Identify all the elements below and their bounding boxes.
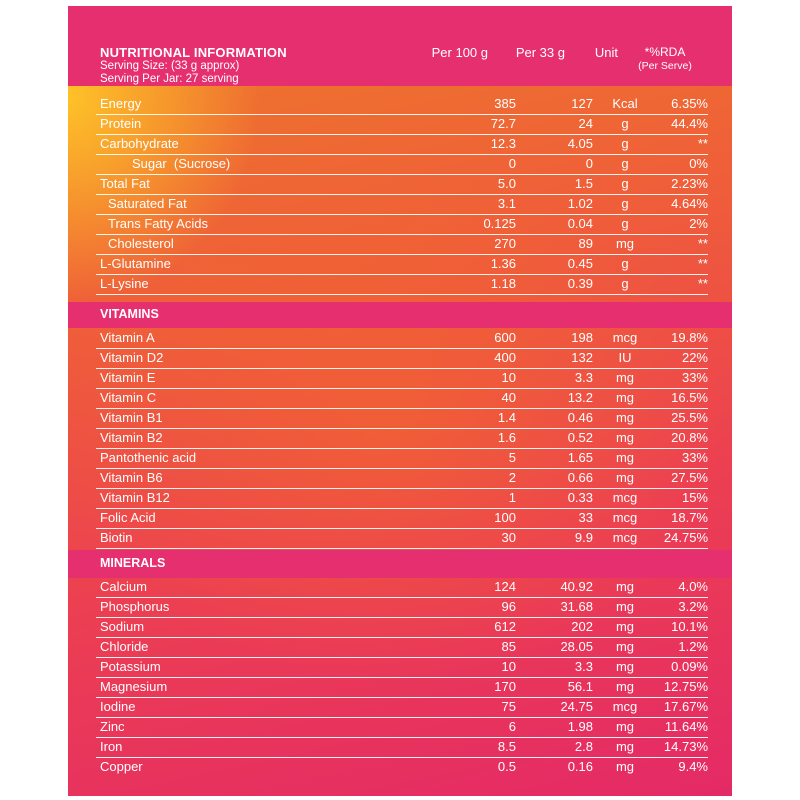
row-unit: g [621,136,629,151]
row-unit: g [621,116,629,131]
row-per100: 40 [501,390,516,405]
row-rda: ** [697,256,708,271]
row-rda: 11.64% [664,719,708,734]
row-rda: 3.2% [678,599,708,614]
row-per100: 75 [501,699,516,714]
table-row [96,468,708,489]
row-per100: 72.7 [490,116,516,131]
row-per33: 24.75 [560,699,593,714]
table-row [96,428,708,449]
row-name: Vitamin D2 [100,350,164,365]
minerals-title: MINERALS [100,556,166,570]
row-rda: 0.09% [671,659,708,674]
row-per100: 170 [494,679,516,694]
row-per33: 0.66 [567,470,593,485]
row-name: Folic Acid [100,510,156,525]
row-unit: mg [615,390,635,405]
table-row [96,657,708,678]
row-rda: 17.67% [663,699,708,714]
table-row [96,234,708,255]
row-unit: g [621,256,629,271]
row-per33: 0.45 [567,256,593,271]
row-rda: ** [697,236,708,251]
row-per100: 10 [501,370,516,385]
row-name: Vitamin B2 [100,430,163,445]
row-per100: 0.5 [497,759,516,774]
serving-size: Serving Size: (33 g approx) [100,60,240,72]
table-row [96,254,708,275]
row-unit: mcg [612,530,638,545]
row-per33: 0.33 [567,490,593,505]
row-rda: 33% [681,370,708,385]
row-unit: IU [618,350,632,365]
row-unit: mg [615,759,635,774]
row-per100: 124 [494,579,516,594]
row-unit: mcg [612,330,638,345]
row-name: Protein [100,116,142,131]
row-unit: mg [615,679,635,694]
table-row [96,757,708,777]
row-per100: 0 [508,156,516,171]
row-per100: 30 [501,530,516,545]
row-rda: 27.5% [671,470,708,485]
row-per33: 33 [578,510,593,525]
row-per100: 270 [494,236,516,251]
row-rda: 18.7% [671,510,708,525]
row-unit: g [621,276,629,291]
row-unit: g [621,176,629,191]
row-unit: g [621,156,629,171]
vitamins-title: VITAMINS [100,307,159,321]
row-name: Sugar (Sucrose) [132,156,231,171]
row-name: Vitamin B1 [100,410,163,425]
table-row [96,677,708,698]
row-rda: 9.4% [678,759,708,774]
table-row [96,368,708,389]
row-name: Potassium [100,659,161,674]
row-per33: 132 [571,350,593,365]
row-name: Magnesium [100,679,168,694]
row-name: Sodium [100,619,145,634]
row-per100: 1.4 [497,410,516,425]
row-per33: 1.5 [574,176,593,191]
row-name: Biotin [100,530,133,545]
row-per33: 89 [578,236,593,251]
table-row [96,328,708,349]
row-name: Saturated Fat [108,196,187,211]
table-row [96,408,708,429]
table-row [96,617,708,638]
row-unit: mg [615,430,635,445]
row-name: Energy [100,96,142,111]
row-rda: 2% [689,216,708,231]
row-per100: 400 [494,350,516,365]
row-per100: 96 [501,599,516,614]
row-name: Phosphorus [100,599,170,614]
row-name: Iodine [100,699,136,714]
rda-label: *%RDA [644,45,686,59]
row-unit: mg [615,410,635,425]
row-name: Chloride [100,639,149,654]
table-row [96,508,708,529]
column-header-per100: Per 100 g [431,45,488,60]
row-per33: 127 [571,96,593,111]
row-rda: 25.5% [671,410,708,425]
minerals-band [68,550,732,578]
row-unit: mg [615,450,635,465]
row-per100: 10 [501,659,516,674]
serving-per-jar: Serving Per Jar: 27 serving [100,73,239,85]
table-row [96,214,708,235]
row-rda: 2.23% [671,176,708,191]
row-name: Vitamin B12 [100,490,170,505]
table-row [96,717,708,738]
row-name: Vitamin C [100,390,157,405]
table-row [96,114,708,135]
row-rda: 0% [689,156,708,171]
row-per33: 0 [585,156,593,171]
column-header-unit: Unit [594,45,618,60]
row-rda: ** [697,276,708,291]
table-row [96,597,708,618]
table-row [96,274,708,295]
row-per100: 12.3 [490,136,516,151]
row-per33: 56.1 [567,679,593,694]
row-per100: 385 [494,96,516,111]
row-unit: g [621,216,629,231]
row-name: Iron [100,739,123,754]
row-per33: 9.9 [574,530,593,545]
row-rda: ** [697,136,708,151]
row-name: Total Fat [100,176,150,191]
row-per100: 85 [501,639,516,654]
row-unit: mg [615,370,635,385]
row-name: Carbohydrate [100,136,179,151]
row-name: Copper [100,759,143,774]
row-per33: 198 [571,330,593,345]
table-row [96,697,708,718]
row-per33: 0.52 [567,430,593,445]
row-name: Pantothenic acid [100,450,197,465]
row-per33: 0.16 [567,759,593,774]
row-per33: 0.04 [567,216,593,231]
row-per100: 1 [508,490,516,505]
row-per100: 612 [494,619,516,634]
row-rda: 33% [681,450,708,465]
row-rda: 20.8% [671,430,708,445]
row-name: Zinc [100,719,125,734]
row-per33: 4.05 [567,136,593,151]
row-name: Trans Fatty Acids [108,216,208,231]
row-per100: 3.1 [497,196,516,211]
row-unit: mg [615,659,635,674]
table-row [96,637,708,658]
row-unit: mcg [612,699,638,714]
row-rda: 4.0% [678,579,708,594]
row-name: L-Glutamine [100,256,171,271]
row-per100: 600 [494,330,516,345]
row-unit: mg [615,719,635,734]
row-per33: 1.02 [567,196,593,211]
row-per33: 24 [578,116,593,131]
row-rda: 1.2% [678,639,708,654]
row-name: Vitamin A [100,330,155,345]
row-unit: mg [615,619,635,634]
row-per33: 202 [571,619,593,634]
row-per33: 13.2 [567,390,593,405]
row-unit: g [621,196,629,211]
row-per33: 31.68 [560,599,593,614]
row-per33: 0.39 [567,276,593,291]
row-name: Vitamin E [100,370,156,385]
row-per33: 1.98 [567,719,593,734]
row-unit: mg [615,470,635,485]
row-name: L-Lysine [100,276,149,291]
table-row [96,154,708,175]
row-per100: 100 [494,510,516,525]
table-row [96,528,708,549]
row-rda: 6.35% [671,96,708,111]
table-row [96,174,708,195]
row-per33: 40.92 [560,579,593,594]
row-rda: 44.4% [671,116,708,131]
row-unit: Kcal [612,96,638,111]
row-per100: 5.0 [497,176,516,191]
table-row [96,577,708,598]
table-row [96,134,708,155]
table-row [96,737,708,758]
row-per33: 2.8 [574,739,593,754]
row-unit: mg [615,739,635,754]
row-name: Calcium [100,579,147,594]
row-rda: 4.64% [671,196,708,211]
row-rda: 19.8% [671,330,708,345]
row-per33: 3.3 [574,370,593,385]
row-per33: 28.05 [560,639,593,654]
row-unit: mcg [612,490,638,505]
row-rda: 24.75% [663,530,708,545]
row-per33: 0.46 [567,410,593,425]
row-rda: 22% [681,350,708,365]
row-per100: 8.5 [497,739,516,754]
row-per100: 0.125 [483,216,516,231]
row-name: Vitamin B6 [100,470,163,485]
table-row [96,488,708,509]
row-per33: 3.3 [574,659,593,674]
row-unit: mg [615,599,635,614]
row-per100: 2 [508,470,516,485]
table-row [96,448,708,469]
row-name: Cholesterol [108,236,174,251]
table-row [96,348,708,369]
row-rda: 14.73% [663,739,708,754]
row-per100: 5 [508,450,516,465]
table-row [96,194,708,215]
column-header-per33: Per 33 g [515,45,565,60]
row-rda: 15% [681,490,708,505]
row-per100: 6 [508,719,516,734]
row-unit: mg [615,579,635,594]
vitamins-band [68,302,732,328]
table-title: NUTRITIONAL INFORMATION [100,45,287,60]
row-per100: 1.18 [490,276,516,291]
nutrition-panel [68,6,732,796]
row-unit: mg [615,639,635,654]
row-per100: 1.6 [497,430,516,445]
row-unit: mcg [612,510,638,525]
row-per33: 1.65 [567,450,593,465]
table-row [96,388,708,409]
column-header-rda [630,45,700,73]
rda-note: (Per Serve) [638,60,692,72]
table-row [96,94,708,115]
row-rda: 12.75% [663,679,708,694]
row-unit: mg [615,236,635,251]
row-rda: 10.1% [671,619,708,634]
row-rda: 16.5% [671,390,708,405]
row-per100: 1.36 [490,256,516,271]
